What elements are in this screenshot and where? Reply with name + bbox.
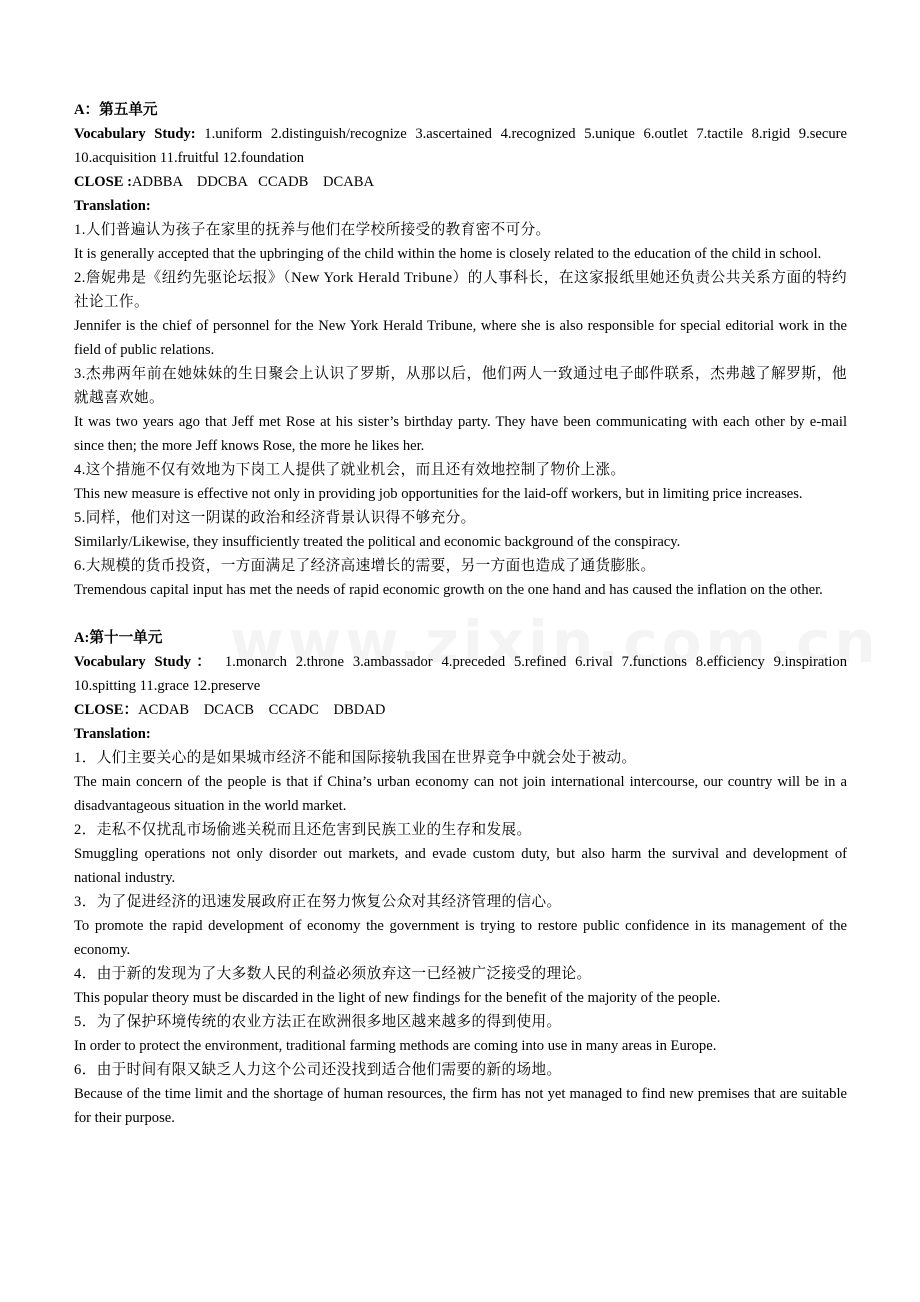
translation-zh: 6.大规模的货币投资，一方面满足了经济高速增长的需要，另一方面也造成了通货膨胀。 <box>74 558 656 574</box>
translation-zh: 1.人们普遍认为孩子在家里的抚养与他们在学校所接受的教育密不可分。 <box>74 222 551 238</box>
translation-zh: 2.詹妮弗是《纽约先驱论坛报》（New York Herald Tribune）的人事科长，在这家报纸里她还负责公共关系方面的特约社论工作。 <box>74 270 847 310</box>
translation-en: This popular theory must be discarded in the light of new findings for the benefit of the majority of the people. <box>74 990 721 1006</box>
translation-zh: 1．人们主要关心的是如果城市经济不能和国际接轨我国在世界竞争中就会处于被动。 <box>74 750 637 766</box>
translation-zh: 5.同样，他们对这一阴谋的政治和经济背景认识得不够充分。 <box>74 510 476 526</box>
vocab-label: Vocabulary Study: <box>74 126 196 142</box>
unit11-section <box>74 626 847 1130</box>
unit5-close <box>74 170 847 194</box>
unit11-vocabulary <box>74 650 847 698</box>
translation-zh: 3.杰弗两年前在她妹妹的生日聚会上认识了罗斯，从那以后，他们两人一致通过电子邮件联系，杰弗越了解罗斯，他就越喜欢她。 <box>74 366 847 406</box>
close-label: CLOSE： <box>74 702 139 718</box>
unit11-heading: A:第十一单元 <box>74 630 163 646</box>
close-answers: ADBBA DDCBA CCADB DCABA <box>131 174 375 190</box>
translation-en: It is generally accepted that the upbringing of the child within the home is closely related to the education of the child in school. <box>74 246 822 262</box>
translation-zh: 6．由于时间有限又缺乏人力这个公司还没找到适合他们需要的新的场地。 <box>74 1062 562 1078</box>
translation-zh: 5．为了保护环境传统的农业方法正在欧洲很多地区越来越多的得到使用。 <box>74 1014 562 1030</box>
unit5-section <box>74 98 847 602</box>
translation-en: Because of the time limit and the shortage of human resources, the firm has not yet managed to find new premises that are suitable for their purpose. <box>74 1086 847 1126</box>
close-answers: ACDAB DCACB CCADC DBDAD <box>138 702 386 718</box>
translation-en: Similarly/Likewise, they insufficiently treated the political and economic background of the conspiracy. <box>74 534 681 550</box>
translation-en: This new measure is effective not only in providing job opportunities for the laid-off workers, but in limiting price increases. <box>74 486 803 502</box>
translation-zh: 3．为了促进经济的迅速发展政府正在努力恢复公众对其经济管理的信心。 <box>74 894 562 910</box>
vocab-answers: 1.uniform 2.distinguish/recognize 3.ascertained 4.recognized 5.unique 6.outlet 7.tactile 8.rigid 9.secure 10.acquisition 11.fruitful 12.foundation <box>74 126 847 166</box>
section-spacer <box>74 602 847 626</box>
translation-en: Jennifer is the chief of personnel for the New York Herald Tribune, where she is also responsible for special editorial work in the field of public relations. <box>74 318 847 358</box>
translation-en: To promote the rapid development of economy the government is trying to restore public confidence in its management of the economy. <box>74 918 847 958</box>
unit5-translation-label: Translation: <box>74 198 151 214</box>
unit5-heading: A：第五单元 <box>74 102 158 118</box>
vocab-answers: 1.monarch 2.throne 3.ambassador 4.preceded 5.refined 6.rival 7.functions 8.efficiency 9.inspiration 10.spitting 11.grace 12.preserve <box>74 654 847 694</box>
unit5-vocabulary <box>74 122 847 170</box>
unit11-translation-label: Translation: <box>74 726 151 742</box>
document-page <box>74 98 847 1130</box>
translation-zh: 4．由于新的发现为了大多数人民的利益必须放弃这一已经被广泛接受的理论。 <box>74 966 592 982</box>
translation-en: In order to protect the environment, traditional farming methods are coming into use in many areas in Europe. <box>74 1038 717 1054</box>
translation-en: Tremendous capital input has met the needs of rapid economic growth on the one hand and has caused the inflation on the other. <box>74 582 823 598</box>
translation-en: It was two years ago that Jeff met Rose at his sister’s birthday party. They have been communicating with each other by e-mail since then; the more Jeff knows Rose, the more he likes her. <box>74 414 847 454</box>
translation-zh: 2．走私不仅扰乱市场偷逃关税而且还危害到民族工业的生存和发展。 <box>74 822 532 838</box>
translation-en: The main concern of the people is that if China’s urban economy can not join international intercourse, our country will be in a disadvantageous situation in the world market. <box>74 774 847 814</box>
close-label: CLOSE : <box>74 174 132 190</box>
translation-en: Smuggling operations not only disorder out markets, and evade custom duty, but also harm the survival and development of national industry. <box>74 846 847 886</box>
vocab-label: Vocabulary Study： <box>74 654 217 670</box>
translation-zh: 4.这个措施不仅有效地为下岗工人提供了就业机会，而且还有效地控制了物价上涨。 <box>74 462 626 478</box>
unit11-close <box>74 698 847 722</box>
